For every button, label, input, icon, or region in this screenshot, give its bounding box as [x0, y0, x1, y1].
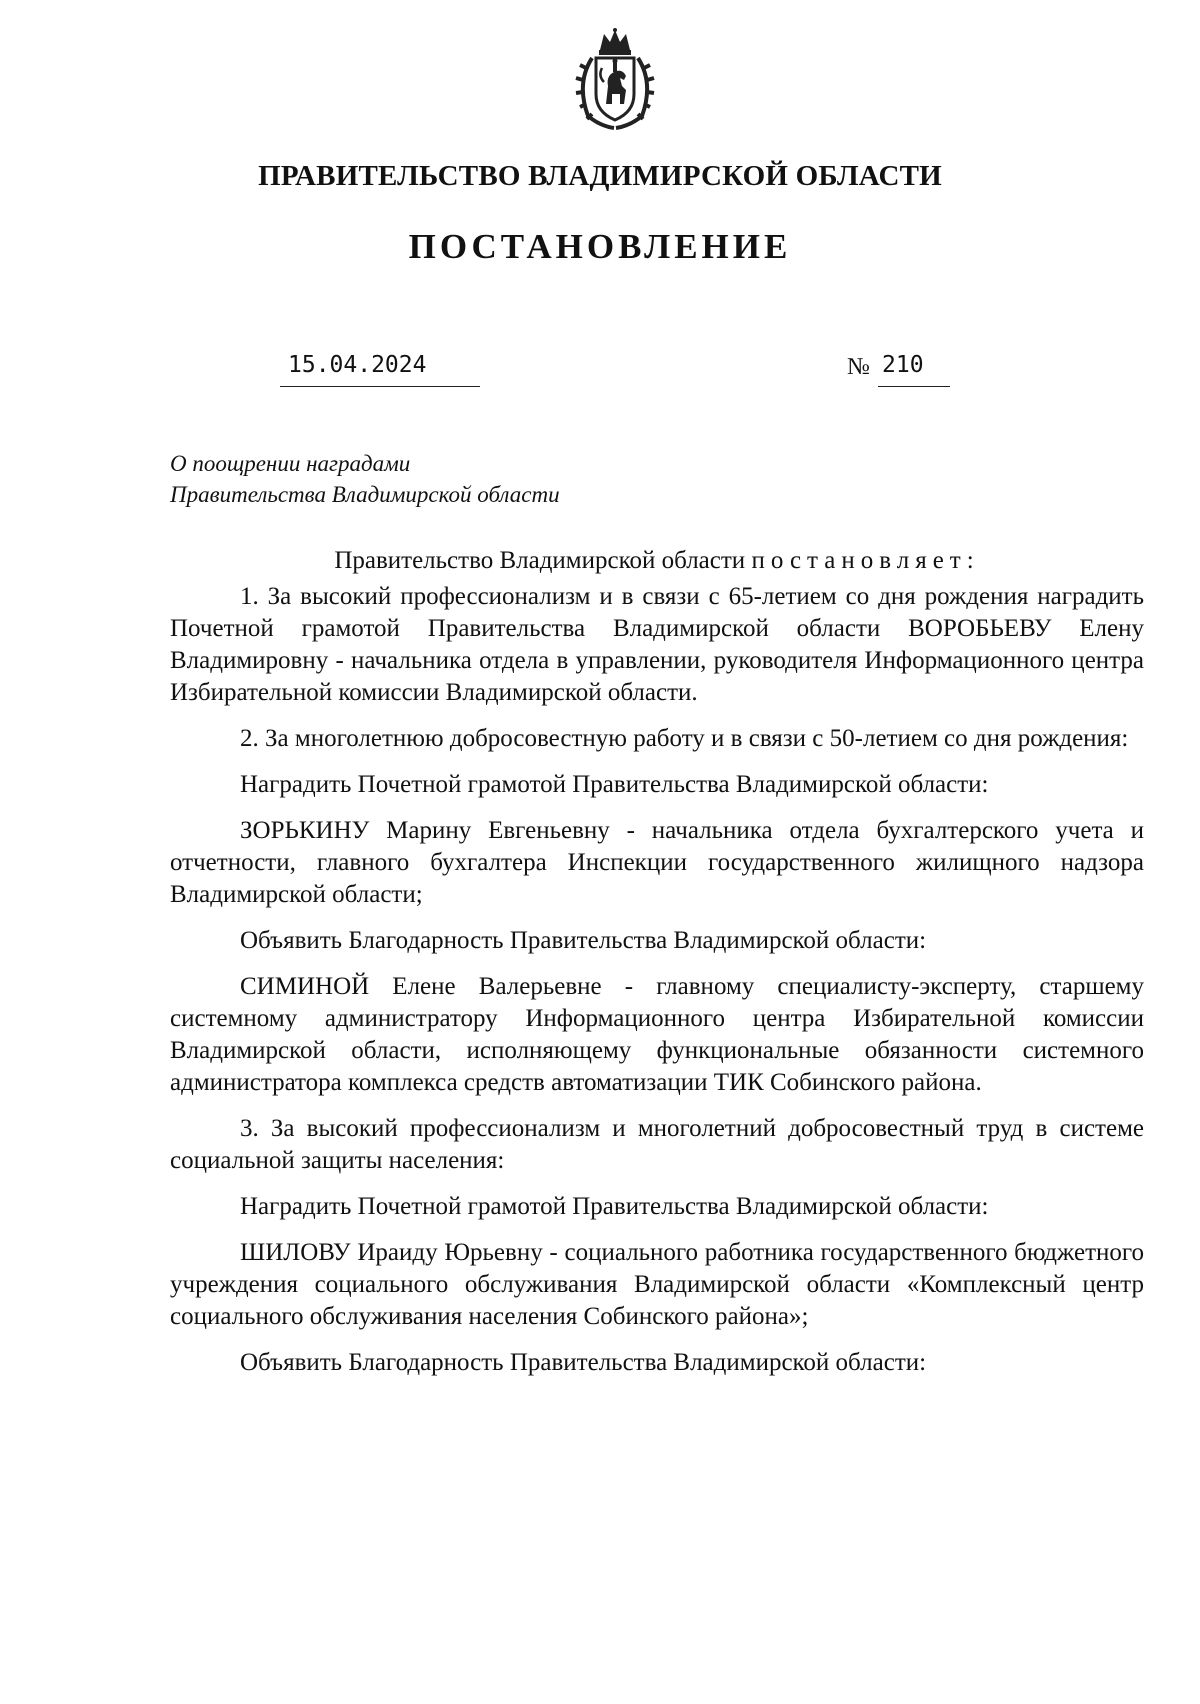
paragraph-5: Объявить Благодарность Правительства Владимирской области:: [240, 927, 927, 954]
paragraph-9: ШИЛОВУ Ираиду Юрьевну - социального работника государственного бюджетного учреждения социального обслуживания Владимирской области «Комплексный центр социального обслуживания населения Собинского района»;: [170, 1239, 1144, 1330]
document-number: 210: [882, 352, 924, 378]
number-sign: №: [847, 354, 870, 380]
vladimir-region-coat-of-arms-icon: [570, 28, 660, 130]
document-subject: [170, 448, 670, 510]
paragraph-10: Объявить Благодарность Правительства Владимирской области:: [240, 1349, 927, 1376]
resolution-lead: [170, 545, 1144, 577]
subject-line-1: О поощрении наградами: [170, 451, 411, 476]
paragraph-2: 2. За многолетнюю добросовестную работу и в связи с 50-летием со дня рождения:: [240, 725, 1129, 752]
paragraph-4: ЗОРЬКИНУ Марину Евгеньевну - начальника отдела бухгалтерского учета и отчетности, главного бухгалтера Инспекции государственного жилищного надзора Владимирской области;: [170, 817, 1144, 908]
document-type: ПОСТАНОВЛЕНИЕ: [408, 227, 792, 266]
lead-government: Правительство Владимирской области: [334, 547, 752, 574]
document-date: 15.04.2024: [288, 352, 427, 378]
paragraph-1: 1. За высокий профессионализм и в связи с 65-летием со дня рождения наградить Почетной грамотой Правительства Владимирской области ВОРОБЬЕВУ Елену Владимировну - начальника отдела в управлении, руководителя Информационного центра Избирательной комиссии Владимирской области.: [170, 583, 1144, 706]
paragraph-7: 3. За высокий профессионализм и многолетний добросовестный труд в системе социальной защиты населения:: [170, 1115, 1144, 1174]
paragraph-6: СИМИНОЙ Елене Валерьевне - главному специалисту-эксперту, старшему системному администратору Информационного центра Избирательной комиссии Владимирской области, исполняющему функциональные обязанности системного администратора комплекса средств автоматизации ТИК Собинского района.: [170, 973, 1144, 1096]
document-body: [170, 545, 1144, 1393]
paragraph-3: Наградить Почетной грамотой Правительства Владимирской области:: [240, 771, 989, 798]
lead-resolves: постановляет:: [751, 547, 980, 574]
government-name: ПРАВИТЕЛЬСТВО ВЛАДИМИРСКОЙ ОБЛАСТИ: [258, 160, 942, 192]
document-number-field: [878, 352, 950, 387]
paragraph-8: Наградить Почетной грамотой Правительства Владимирской области:: [240, 1193, 989, 1220]
document-date-field: [280, 352, 480, 387]
subject-line-2: Правительства Владимирской области: [170, 482, 560, 507]
